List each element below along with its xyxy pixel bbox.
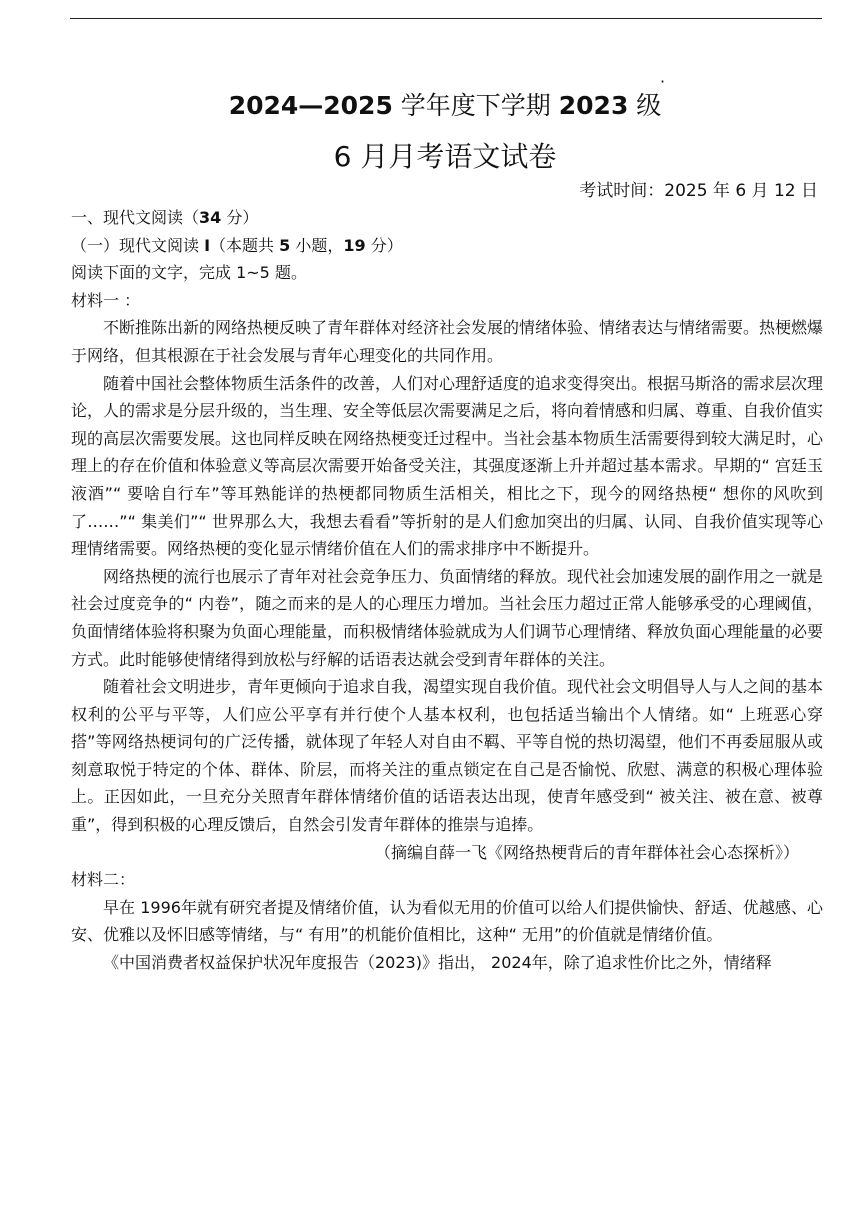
subsection-count: 5 (279, 235, 291, 255)
material1-paragraph: 随着社会文明进步，青年更倾向于追求自我，渴望实现自我价值。现代社会文明倡导人与人之间的基本权利的公平与平等，人们应公平享有并行使个人基本权利，也包括适当输出个人情绪。如“ 上班恶心穿搭”等网络热梗词句的广泛传播，就体现了年轻人对自由不羁、平等自悦的热切渴望，他们不再委屈服从或刻意取悦于特定的个体、群体、阶层，而将关注的重点锁定在自己是否愉悦、欣慰、满意的积极心理体验上。正因如此，一旦充分关照青年群体情绪价值的话语表达出现，使青年感受到“ 被关注、被在意、被尊重”，得到积极的心理反馈后，自然会引发青年群体的推崇与追捧。 (71, 677, 824, 835)
subsection-suffix: 分） (365, 235, 403, 255)
stray-mark: · (660, 72, 666, 91)
material2-paragraph: 《中国消费者权益保护状况年度报告（2023)》指出， 2024年，除了追求性价比之外，情绪释 (103, 953, 772, 973)
section-heading (71, 204, 823, 232)
title-term: 学年度下学期 (392, 91, 559, 120)
material2-label: 材料二： (71, 870, 136, 890)
title-grade-suffix: 级 (628, 91, 662, 120)
exam-content (71, 204, 823, 977)
subsection-score: 19 (343, 235, 366, 255)
material1-paragraph: 网络热梗的流行也展示了青年对社会竞争压力、负面情绪的释放。现代社会加速发展的副作用之一就是社会过度竞争的“ 内卷”，随之而来的是人的心理压力增加。当社会压力超过正常人能够承受的心理阈值，负面情绪体验将积聚为负面心理能量，而积极情绪体验就成为人们调节心理情绪、释放负面心理能量的必要方式。此时能够使情绪得到放松与纾解的话语表达就会受到青年群体的关注。 (71, 566, 824, 669)
exam-time: 考试时间：2025 年 6 月 12 日 (579, 181, 818, 201)
material2-paragraph: 早在 1996年就有研究者提及情绪价值，认为看似无用的价值可以给人们提供愉快、舒适、优越感、心安、优雅以及怀旧感等情绪，与“ 有用”的机能价值相比，这种“ 无用”的价值就是情绪价值。 (71, 897, 823, 945)
subsection-mid1: （本题共 (210, 235, 280, 255)
section-heading-prefix: 一、现代文阅读（ (71, 208, 200, 227)
subsection-heading (71, 232, 823, 260)
title-grade-year: 2023 (558, 91, 629, 120)
reading-instruction: 阅读下面的文字，完成 1~5 题。 (71, 263, 307, 283)
header-rule (70, 18, 822, 19)
title-year-range: 2024—2025 (228, 91, 393, 120)
section-heading-suffix: 分） (221, 208, 259, 227)
exam-subtitle: 6 月月考语文试卷 (333, 140, 557, 173)
subsection-roman: I (204, 235, 211, 255)
subsection-mid2: 小题， (290, 235, 344, 255)
section-heading-score: 34 (199, 208, 222, 227)
material1-body (71, 314, 823, 838)
material1-label: 材料一 ： (71, 290, 141, 310)
material1-paragraph: 随着中国社会整体物质生活条件的改善，人们对心理舒适度的追求变得突出。根据马斯洛的需求层次理论，人的需求是分层升级的，当生理、安全等低层次需要满足之后，将向着情感和归属、尊重、自我价值实现的高层次需要发展。这也同样反映在网络热梗变迁过程中。当社会基本物质生活需要得到较大满足时，心理上的存在价值和体验意义等高层次需要开始备受关注，其强度逐渐上升并超过基本需求。早期的“ 宫廷玉液酒”“ 要啥自行车”等耳熟能详的热梗都同物质生活相关，相比之下，现今的网络热梗“ 想你的风吹到了……”“ 集美们”“ 世界那么大，我想去看看”等折射的是人们愈加突出的归属、认同、自我价值实现等心理情绪需要。网络热梗的变化显示情绪价值在人们的需求排序中不断提升。 (71, 373, 824, 559)
subsection-prefix: （一）现代文阅读 (71, 235, 205, 255)
material1-paragraph: 不断推陈出新的网络热梗反映了青年群体对经济社会发展的情绪体验、情绪表达与情绪需要。热梗燃爆于网络，但其根源在于社会发展与青年心理变化的共同作用。 (71, 318, 824, 365)
exam-title (0, 88, 860, 124)
material2-body (71, 894, 823, 977)
material1-source: （摘编自薛一飞《网络热梗背后的青年群体社会心态探析》） (374, 842, 799, 862)
